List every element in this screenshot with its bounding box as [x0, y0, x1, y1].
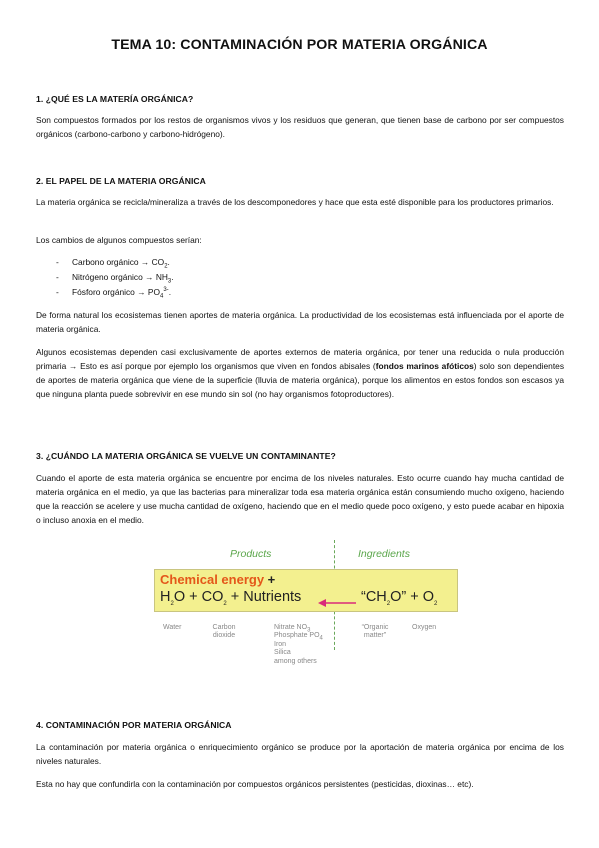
nutrients-labels: Nitrate $NO_3$ Phosphate $PO_4$ Iron Silica among others — [274, 624, 323, 665]
section-2-paragraph-3: De forma natural los ecosistemas tienen aportes de materia orgánica. La productividad de los ecosistemas está influenciada por el aporte de materia orgánica. — [36, 310, 564, 334]
section-2-paragraph-1: La materia orgánica se recicla/mineraliza a través de los descomponedores y hace que esta esté disponible para los productores primarios. — [36, 197, 554, 207]
document-page: TEMA 10: CONTAMINACIÓN POR MATERIA ORGÁNICA 1. ¿QUÉ ES LA MATERÍA ORGÁNICA? Son compuestos formados por los restos de organismos vivos y los residuos que generan, que tienen base de carbono por ser compuestos orgánicos (carbono-carbono y carbono-hidrógeno). 2. EL PAPEL DE LA MATERIA ORGÁNICA La materia orgánica se recicla/mineraliza a través de los descomponedores y hace que esta esté disponible para los productores primarios. Los cambios de algunos compuestos serían: - Carbono orgánico → $CO_2$. - Nitrógeno orgánico → $NH_3$. - Fósforo orgánico → $PO_4^{3-}$. De forma natural los ecosistemas tienen aportes de materia orgánica. La productividad de los ecosistemas está influenciada por el aporte de materia orgánica. Algunos ecosistemas dependen casi exclusivamente de aportes externos de materia orgánica, por tener una reducida o nula producción primaria → Esto es así porque por ejemplo los organismos que viven en fondos abisales (fondos marinos afóticos) solo son dependientes de aportes de materia orgánica que viene de la superficie (lluvia de materia orgánica), porque los alimentos en estos fondos son escasos ya que ninguna planta puede sobrevivir en ese mundo sin sol (no hay organismos fotoproductores). 3. ¿CUÁNDO LA MATERIA ORGÁNICA SE VUELVE UN CONTAMINANTE? Cuando el aporte de esta materia orgánica se encuentre por encima de los niveles naturales. Esto ocurre cuando hay mucha cantidad de materia orgánica en el medio, ya que las bacterias para mineralizar toda esa materia orgánica están consumiendo mucho oxígeno, haciendo que la reacción se acelere y use mucha cantidad de oxígeno, haciendo que en el medio quede poco oxígeno, y esto puede acabar en hipoxia o incluso anoxia en el medio. Products Ingredients Chemical energy + $H_2O + CO_2$ + Nutrients “$CH_2O$” + $O_2$ Water Carbon dioxide Nitrate $NO_3$ Phosphate $PO_4$ Iron Silica among others “Organic matter” Oxygen 4. CONTAMINACIÓN POR MATERIA ORGÁNICA La contaminación por materia orgánica o enriquecimiento orgánico se produce por la aportación de materia orgánica por encima de los niveles naturales. Esta no hay que confundirla con la contaminación por compuestos orgánicos persistentes (pesticidas, dioxinas… etc). — [0, 0, 599, 848]
page-title: TEMA 10: CONTAMINACIÓN POR MATERIA ORGÁNICA — [111, 37, 488, 53]
equation-ingredients: “$CH_2O$” + $O_2$ — [361, 589, 438, 607]
products-label: Products — [230, 548, 272, 560]
section-3-paragraph: Cuando el aporte de esta materia orgánica se encuentre por encima de los niveles naturales. Esto ocurre cuando hay mucha cantidad de materia orgánica en el medio, ya que las bacterias para mineralizar toda esa materia orgánica están consumiendo mucho oxígeno, haciendo que la reacción se acelere y use mucha cantidad de oxígeno, haciendo que en el medio quede poco oxígeno, y esto puede acabar en hipoxia o incluso anoxia en el medio. — [36, 473, 564, 525]
oxygen-label: Oxygen — [412, 624, 437, 631]
water-label: Water — [163, 624, 182, 631]
section-1-paragraph: Son compuestos formados por los restos de organismos vivos y los residuos que generan, que tienen base de carbono por ser compuestos orgánicos (carbono-carbono y carbono-hidrógeno). — [36, 115, 564, 139]
ingredients-label: Ingredients — [358, 548, 410, 560]
reaction-arrow-icon — [318, 598, 358, 608]
section-4-paragraph-1: La contaminación por materia orgánica o enriquecimiento orgánico se produce por la aportación de materia orgánica por encima de los niveles naturales. — [36, 742, 564, 766]
section-2-paragraph-2: Los cambios de algunos compuestos serían: — [36, 235, 202, 245]
chemical-energy-label: Chemical energy + — [160, 572, 276, 587]
section-1-heading: 1. ¿QUÉ ES LA MATERÍA ORGÁNICA? — [36, 94, 194, 104]
section-2-heading: 2. EL PAPEL DE LA MATERIA ORGÁNICA — [36, 176, 206, 186]
carbon-dioxide-label: Carbon dioxide — [212, 624, 236, 640]
section-4-paragraph-2: Esta no hay que confundirla con la contaminación por compuestos orgánicos persistentes (pesticidas, dioxinas… etc). — [36, 779, 474, 789]
section-4-heading: 4. CONTAMINACIÓN POR MATERIA ORGÁNICA — [36, 720, 232, 730]
equation-products: $H_2O + CO_2$ + Nutrients — [160, 589, 302, 607]
section-3-heading: 3. ¿CUÁNDO LA MATERIA ORGÁNICA SE VUELVE UN CONTAMINANTE? — [36, 451, 336, 461]
section-2-paragraph-4: Algunos ecosistemas dependen casi exclusivamente de aportes externos de materia orgánica, por tener una reducida o nula producción primaria → Esto es así porque por ejemplo los organismos que viven en fondos abisales (fondos marinos afóticos) solo son dependientes de aportes de materia orgánica que viene de la superficie (lluvia de materia orgánica), porque los alimentos en estos fondos son escasos ya que ninguna planta puede sobrevivir en ese mundo sin sol (no hay organismos fotoproductores). — [36, 347, 565, 399]
photosynthesis-equation-figure — [150, 540, 460, 665]
organic-matter-label: “Organic matter” — [361, 624, 389, 640]
bold-term: fondos marinos afóticos — [375, 361, 474, 371]
